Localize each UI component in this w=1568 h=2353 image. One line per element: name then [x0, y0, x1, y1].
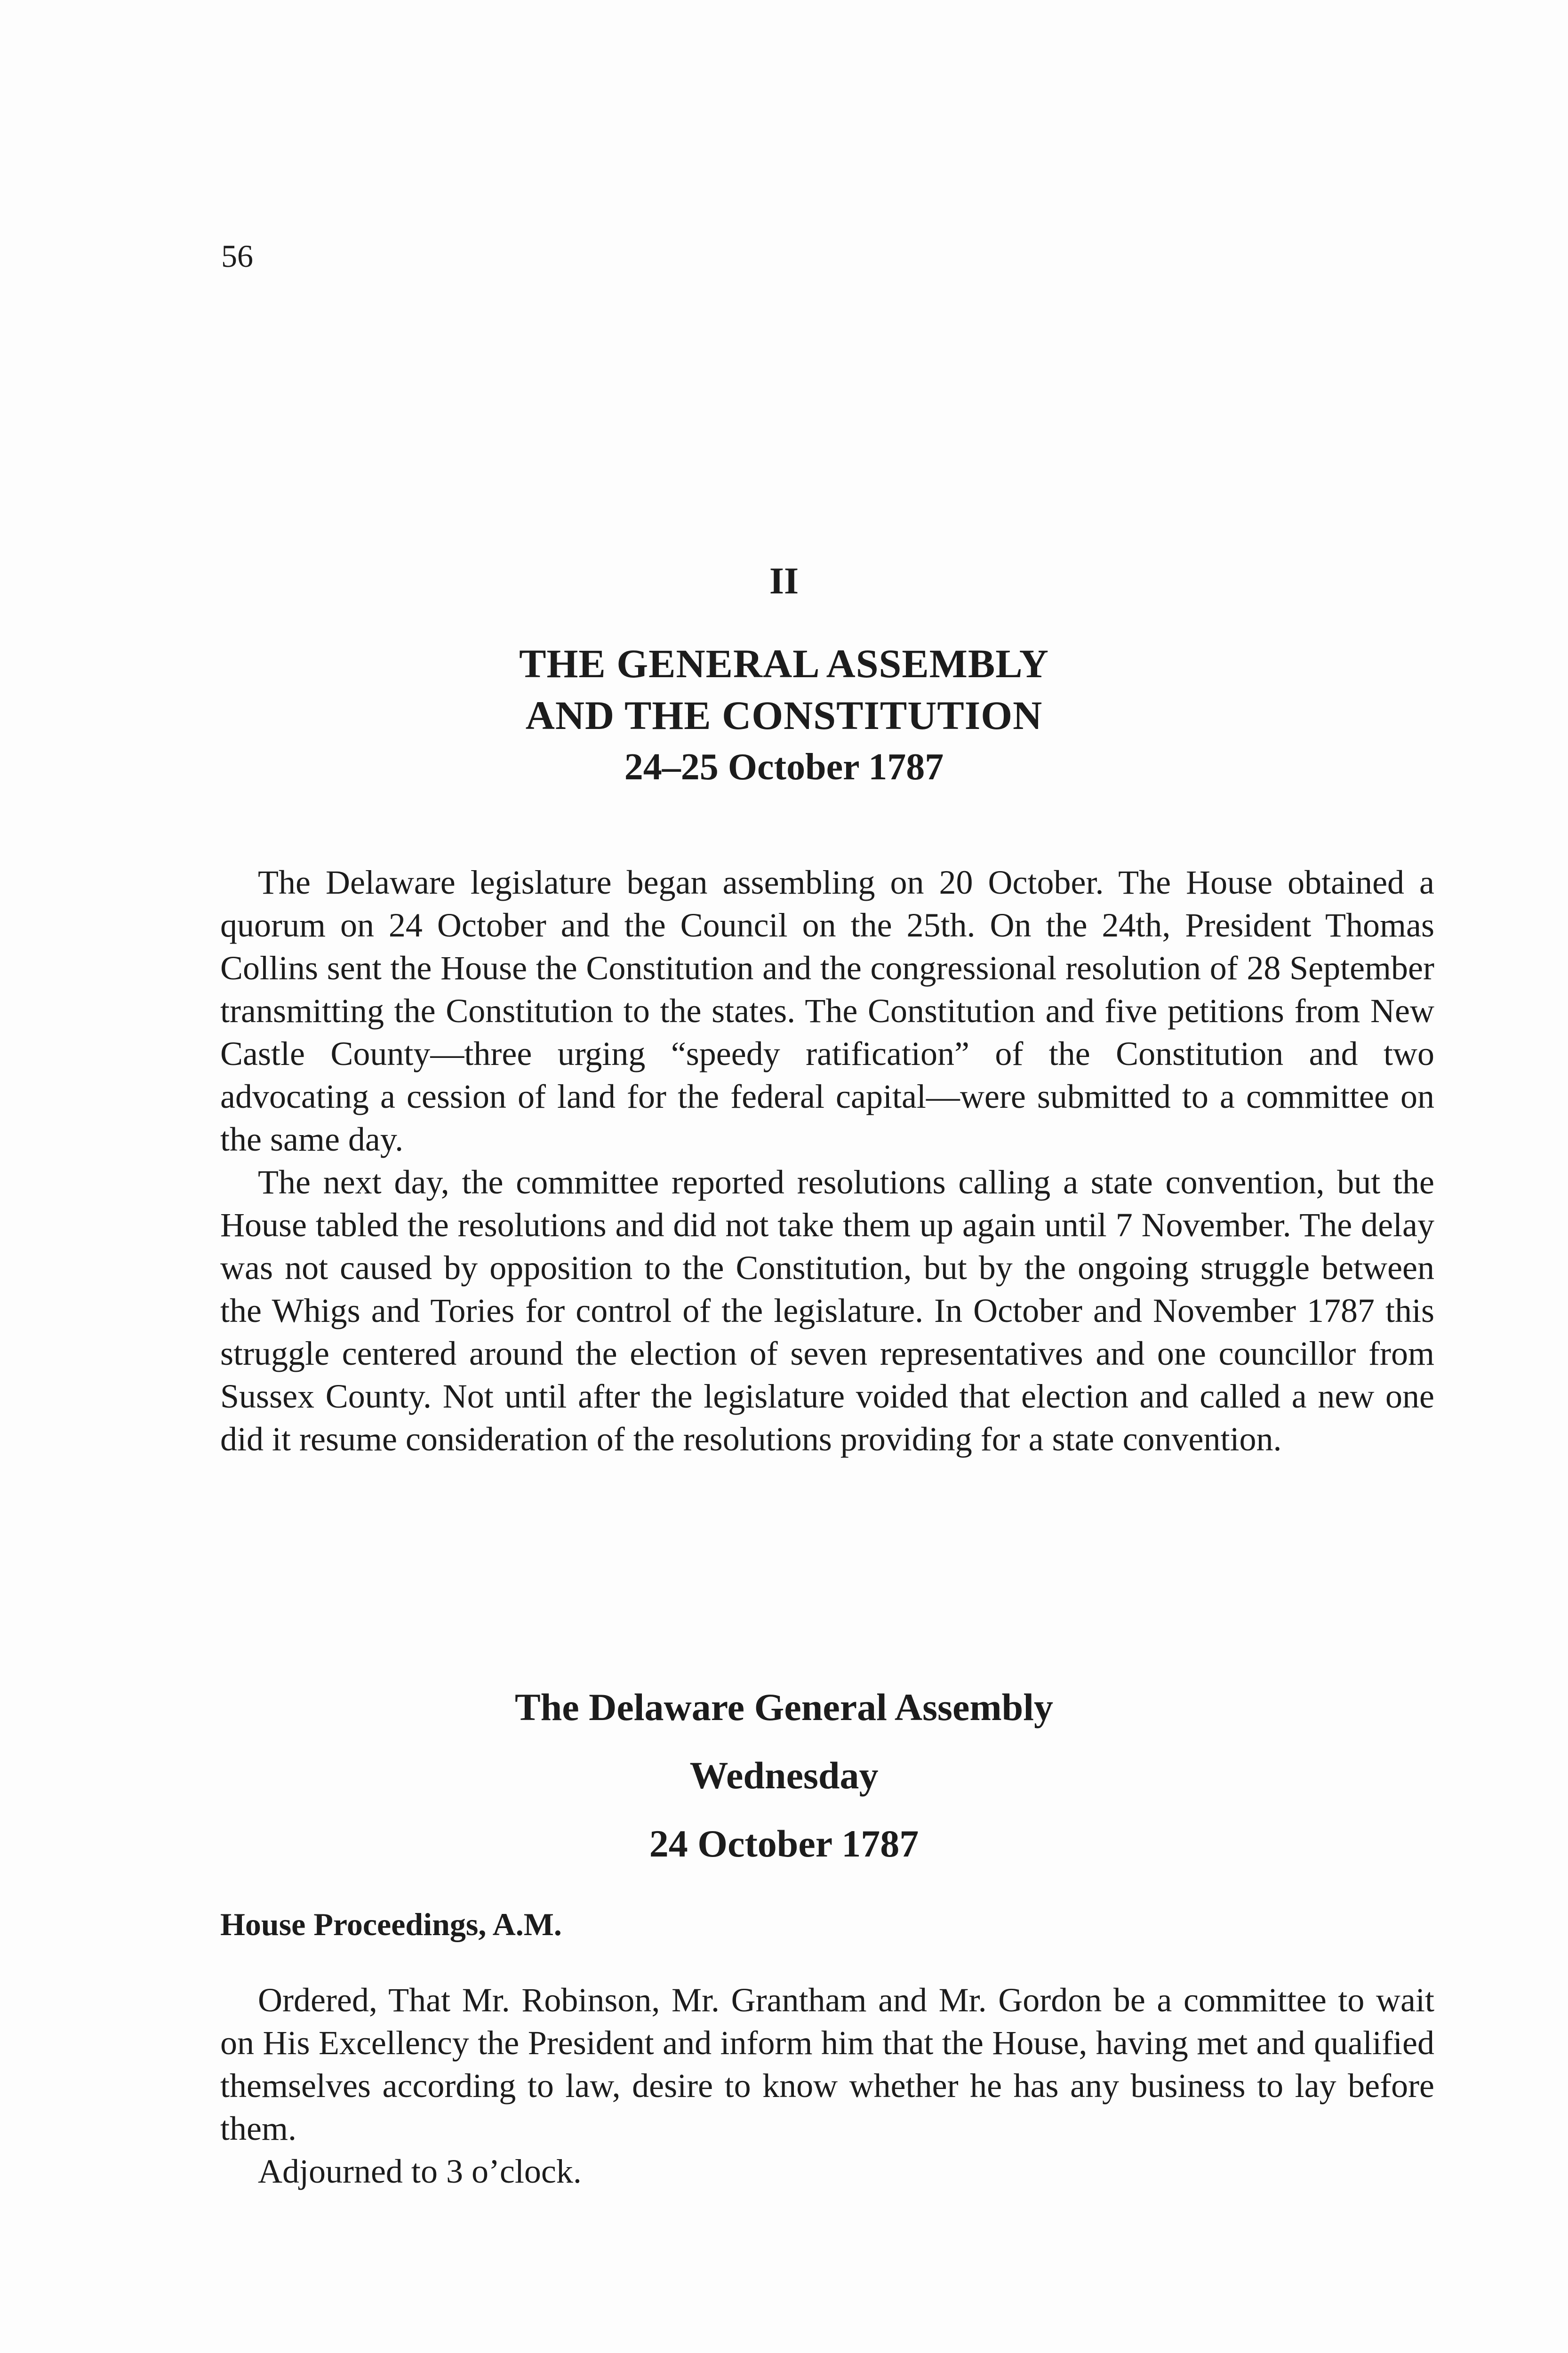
chapter-title-line-1: THE GENERAL ASSEMBLY: [519, 641, 1049, 686]
chapter-dates: 24–25 October 1787: [624, 746, 944, 788]
proceedings-text: [220, 1979, 1434, 2193]
intro-paragraph-1: The Delaware legislature began assembling on 20 October. The House obtained a quorum on 24 October and the Council on the 25th. On the 24th, President Thomas Collins sent the House the Constitution and the congressional resolution of 28 September transmitting the Constitution to the states. The Constitution and five petitions from New Castle County—three urging “speedy ratification” of the Constitution and two advocating a cession of land for the federal capital—were submitted to a committee on the same day.: [220, 864, 1434, 1158]
section-day: Wednesday: [689, 1754, 879, 1797]
proceedings-heading: House Proceedings, A.M.: [220, 1906, 562, 1942]
section-title: The Delaware General Assembly: [514, 1686, 1054, 1729]
proceedings-paragraph-2: Adjourned to 3 o’clock.: [258, 2153, 582, 2190]
proceedings-paragraph-1: Ordered, That Mr. Robinson, Mr. Grantham and Mr. Gordon be a committee to wait on His Excellency the President and inform him that the House, having met and qualified themselves according to law, desire to know whether he has any business to lay before them.: [220, 1981, 1434, 2147]
intro-text: [220, 861, 1434, 1461]
page-number: 56: [221, 238, 253, 274]
chapter-title-line-2: AND THE CONSTITUTION: [525, 693, 1043, 738]
intro-paragraph-2: The next day, the committee reported resolutions calling a state convention, but the House tabled the resolutions and did not take them up again until 7 November. The delay was not caused by opposition to the Constitution, but by the ongoing struggle between the Whigs and Tories for control of the legislature. In October and November 1787 this struggle centered around the election of seven representatives and one councillor from Sussex County. Not until after the legislature voided that election and called a new one did it resume consideration of the resolutions providing for a state convention.: [220, 1163, 1434, 1458]
chapter-numeral: II: [769, 560, 799, 602]
section-heading: [0, 1673, 1568, 1878]
chapter-heading: [0, 562, 1568, 793]
section-date: 24 October 1787: [649, 1822, 919, 1865]
